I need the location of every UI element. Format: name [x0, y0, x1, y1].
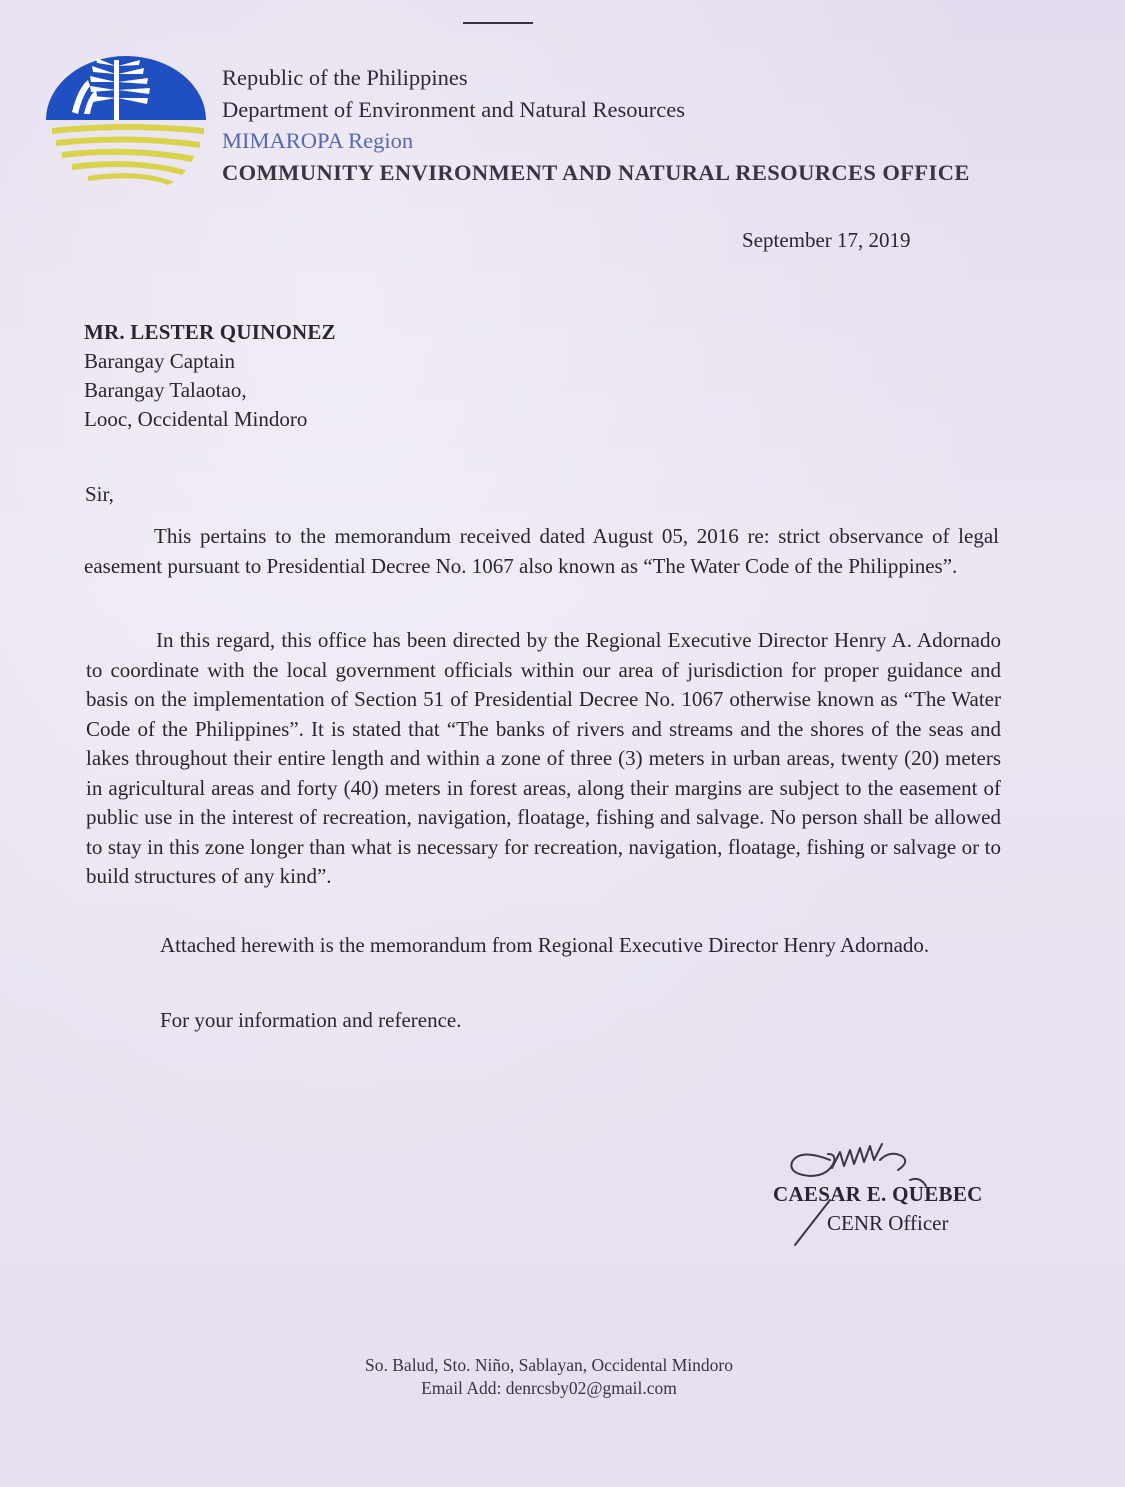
letterhead-office: COMMUNITY ENVIRONMENT AND NATURAL RESOURCES OFFICE — [222, 159, 970, 185]
body-paragraph-3 — [90, 931, 1000, 961]
addressee-title: Barangay Captain — [84, 349, 236, 373]
body-paragraph-2 — [86, 626, 1001, 892]
denr-logo — [44, 52, 209, 187]
addressee-barangay: Barangay Talaotao, — [84, 378, 247, 402]
footer-email: Email Add: denrcsby02@gmail.com — [421, 1378, 677, 1398]
letterhead-republic: Republic of the Philippines — [222, 65, 468, 90]
signer-title: CENR Officer — [827, 1211, 949, 1235]
addressee-name: MR. LESTER QUINONEZ — [84, 320, 336, 344]
footer-address: So. Balud, Sto. Niño, Sablayan, Occidental Mindoro — [365, 1355, 733, 1375]
body-paragraph-2-text: In this regard, this office has been directed by the Regional Executive Director Henry A. Adornado to coordinate with the local government officials within our area of jurisdiction for proper guidance and basis on the implementation of Section 51 of Presidential Decree No. 1067 otherwise known as “The Water Code of the Philippines”. It is stated that “The banks of rivers and streams and the shores of the seas and lakes throughout their entire length and within a zone of three (3) meters in urban areas, twenty (20) meters in agricultural areas and forty (40) meters in forest areas, along their margins are subject to the easement of public use in the interest of recreation, navigation, floatage, fishing and salvage. No person shall be allowed to stay in this zone longer than what is necessary for recreation, navigation, floatage, fishing or salvage or to build structures of any kind”. — [86, 628, 1001, 888]
letter-date: September 17, 2019 — [742, 228, 911, 252]
footer — [0, 1354, 1098, 1400]
body-paragraph-1 — [84, 522, 999, 581]
addressee-location: Looc, Occidental Mindoro — [84, 407, 308, 431]
letterhead-department: Department of Environment and Natural Resources — [222, 96, 685, 122]
signer-block — [773, 1180, 983, 1238]
addressee-block — [84, 318, 336, 434]
letterhead — [222, 62, 970, 188]
top-dash-mark — [463, 22, 533, 24]
salutation: Sir, — [85, 482, 114, 506]
body-paragraph-3-text: Attached herewith is the memorandum from Regional Executive Director Henry Adornado. — [160, 933, 930, 957]
letterhead-region: MIMAROPA Region — [222, 128, 414, 153]
body-paragraph-4: For your information and reference. — [160, 1008, 462, 1032]
signer-name: CAESAR E. QUEBEC — [773, 1182, 983, 1206]
body-paragraph-1-text: This pertains to the memorandum received dated August 05, 2016 re: strict observance of legal easement pursuant to Presidential Decree No. 1067 also known as “The Water Code of the Philippines”. — [84, 524, 999, 578]
